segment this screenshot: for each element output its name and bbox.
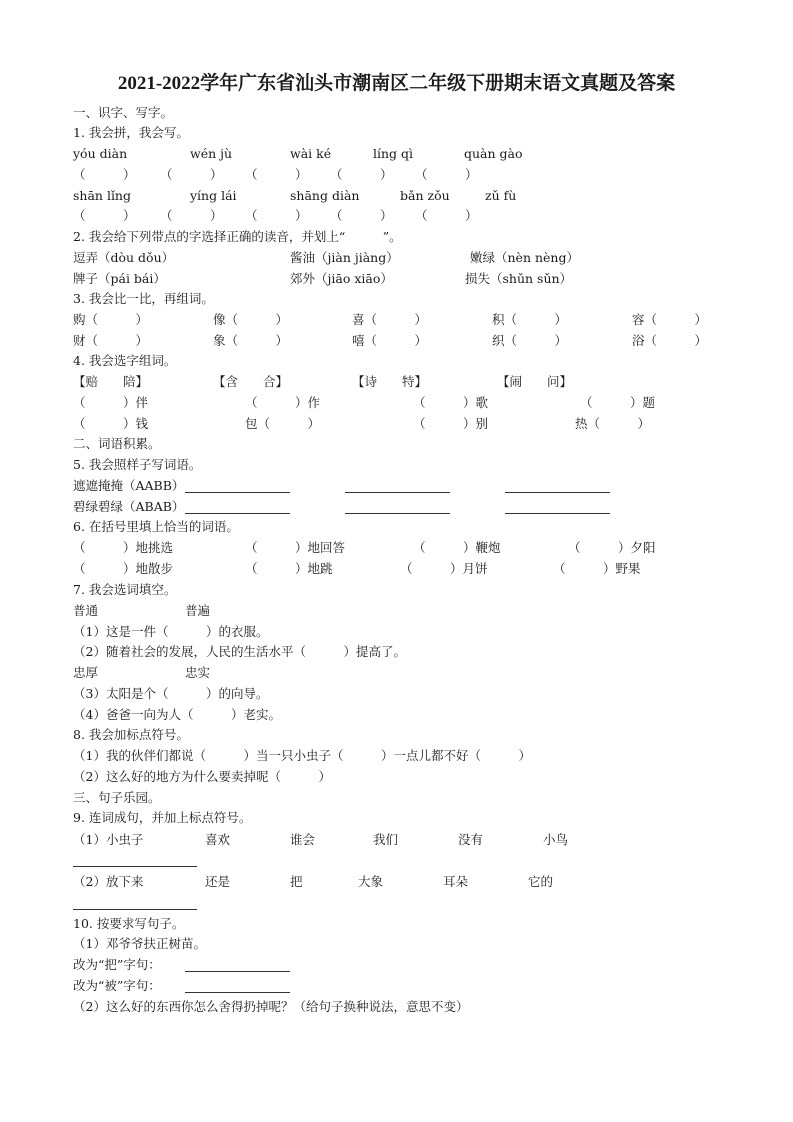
text-line-11-item-0: 财（ ） [73, 333, 149, 348]
document-title: 2021-2022学年广东省汕头市潮南区二年级下册期末语文真题及答案 [117, 73, 676, 94]
text-line-0: 一、识字、写字。 [73, 105, 174, 120]
text-line-11-item-1: 象（ ） [213, 333, 289, 348]
text-line-33: 三、句子乐园。 [73, 790, 161, 805]
text-line-34: 9. 连词成句，并加上标点符号。 [73, 810, 252, 825]
text-line-28: （3）太阳是个（ ）的向导。 [73, 686, 269, 701]
text-line-35-item-5: 小鸟 [543, 832, 569, 847]
text-line-13-item-0: 【赔 陪】 [73, 374, 149, 389]
text-line-11-item-2: 嘻（ ） [352, 333, 428, 348]
text-line-27-item-1: 忠实 [185, 665, 211, 680]
text-line-4-item-1: yíng lái [190, 188, 237, 203]
text-line-36-item-0: （2）放下来 [73, 874, 144, 889]
text-line-15-item-2: （ ）别 [413, 416, 489, 431]
text-line-22-item-2: （ ）月饼 [400, 561, 488, 576]
text-line-22-item-3: （ ）野果 [553, 561, 641, 576]
text-line-31: （1）我的伙伴们都说（ ）当一只小虫子（ ）一点儿都不好（ ） [73, 748, 531, 763]
text-line-7-item-0: 逗弄（dòu dǒu） [73, 250, 175, 265]
answer-blank-line[interactable] [345, 492, 450, 493]
text-line-4-item-2: shāng diàn [290, 188, 360, 203]
text-line-5-item-1: （ ） [160, 208, 223, 223]
text-line-14-item-2: （ ）歌 [413, 395, 489, 410]
text-line-2-item-0: yóu diàn [73, 146, 128, 161]
text-line-15-item-0: （ ）钱 [73, 416, 149, 431]
text-line-15-item-1: 包（ ） [245, 416, 321, 431]
text-line-15-item-3: 热（ ） [575, 416, 651, 431]
text-line-36-item-3: 大象 [358, 874, 384, 889]
answer-blank-line[interactable] [185, 971, 290, 972]
text-line-7-item-2: 嫩绿（nèn nèng） [470, 250, 579, 265]
text-line-3-item-2: （ ） [245, 167, 308, 182]
answer-blank-line[interactable] [185, 492, 290, 493]
text-line-3-item-3: （ ） [330, 167, 393, 182]
text-line-32: （2）这么好的地方为什么要卖掉呢（ ） [73, 769, 331, 784]
text-line-5-item-0: （ ） [73, 208, 136, 223]
text-line-10-item-4: 容（ ） [632, 312, 708, 327]
text-line-21-item-3: （ ）夕阳 [568, 540, 656, 555]
text-line-14-item-0: （ ）伴 [73, 395, 149, 410]
text-line-3-item-1: （ ） [160, 167, 223, 182]
text-line-14-item-3: （ ）题 [580, 395, 656, 410]
text-line-36-item-4: 耳朵 [443, 874, 469, 889]
text-line-8-item-1: 郊外（jiāo xiāo） [290, 271, 393, 286]
text-line-14-item-1: （ ）作 [245, 395, 321, 410]
text-line-35-item-2: 谁会 [290, 832, 316, 847]
text-line-17: 5. 我会照样子写词语。 [73, 457, 202, 472]
answer-blank-line[interactable] [185, 992, 290, 993]
text-line-21-item-2: （ ）鞭炮 [413, 540, 501, 555]
text-line-35-item-3: 我们 [373, 832, 399, 847]
text-line-22-item-1: （ ）地跳 [245, 561, 333, 576]
text-line-39: 改为“把”字句： [73, 957, 161, 972]
text-line-7-item-1: 酱油（jiàn jiàng） [290, 250, 399, 265]
text-line-26: （2）随着社会的发展，人民的生活水平（ ）提高了。 [73, 644, 406, 659]
text-line-16: 二、词语积累。 [73, 436, 161, 451]
text-line-36-item-2: 把 [290, 874, 303, 889]
text-line-8-item-2: 损失（shǔn sǔn） [465, 271, 573, 286]
text-line-24-item-1: 普遍 [185, 603, 211, 618]
text-line-21-item-0: （ ）地挑选 [73, 540, 174, 555]
text-line-4-item-3: bǎn zǒu [400, 188, 450, 203]
text-line-5-item-3: （ ） [330, 208, 393, 223]
answer-blank-line[interactable] [505, 492, 610, 493]
text-line-8-item-0: 牌子（pái bái） [73, 271, 166, 286]
text-line-10-item-0: 购（ ） [73, 312, 149, 327]
text-line-13-item-3: 【闹 问】 [497, 374, 573, 389]
text-line-10-item-2: 喜（ ） [352, 312, 428, 327]
answer-blank-line[interactable] [73, 866, 197, 867]
text-line-18: 遮遮掩掩（AABB） [73, 478, 185, 493]
text-line-3-item-4: （ ） [415, 167, 478, 182]
text-line-2-item-3: líng qì [373, 146, 414, 161]
text-line-40: 改为“被”字句： [73, 978, 161, 993]
text-line-5-item-2: （ ） [245, 208, 308, 223]
text-line-41: （2）这么好的东西你怎么舍得扔掉呢？（给句子换种说法，意思不变） [73, 999, 469, 1014]
text-line-35-item-1: 喜欢 [205, 832, 231, 847]
text-line-19: 碧绿碧绿（ABAB） [73, 499, 185, 514]
text-line-5-item-4: （ ） [415, 208, 478, 223]
text-line-2-item-4: quàn gào [464, 146, 523, 161]
text-line-27-item-0: 忠厚 [73, 665, 99, 680]
answer-blank-line[interactable] [345, 513, 450, 514]
text-line-38: （1）邓爷爷扶正树苗。 [73, 936, 206, 951]
text-line-11-item-3: 织（ ） [492, 333, 568, 348]
text-line-13-item-2: 【诗 特】 [352, 374, 428, 389]
text-line-10-item-3: 积（ ） [492, 312, 568, 327]
text-line-29: （4）爸爸一向为人（ ）老实。 [73, 707, 281, 722]
text-line-23: 7. 我会选词填空。 [73, 582, 177, 597]
text-line-9: 3. 我会比一比，再组词。 [73, 291, 214, 306]
text-line-24-item-0: 普通 [73, 603, 99, 618]
text-line-12: 4. 我会选字组词。 [73, 353, 177, 368]
text-line-35-item-0: （1）小虫子 [73, 832, 144, 847]
text-line-21-item-1: （ ）地回答 [245, 540, 346, 555]
text-line-13-item-1: 【含 合】 [213, 374, 289, 389]
text-line-36-item-5: 它的 [528, 874, 554, 889]
text-line-6: 2. 我会给下列带点的字选择正确的读音，并划上“ ”。 [73, 229, 402, 244]
text-line-2-item-1: wén jù [190, 146, 233, 161]
text-line-22-item-0: （ ）地散步 [73, 561, 174, 576]
text-line-4-item-4: zǔ fù [485, 188, 517, 203]
text-line-35-item-4: 没有 [458, 832, 484, 847]
text-line-1: 1. 我会拼，我会写。 [73, 125, 189, 140]
text-line-20: 6. 在括号里填上恰当的词语。 [73, 519, 239, 534]
text-line-4-item-0: shān lǐng [73, 188, 131, 203]
text-line-36-item-1: 还是 [205, 874, 231, 889]
answer-blank-line[interactable] [73, 909, 197, 910]
text-line-10-item-1: 像（ ） [213, 312, 289, 327]
answer-blank-line[interactable] [505, 513, 610, 514]
text-line-3-item-0: （ ） [73, 167, 136, 182]
text-line-37: 10. 按要求写句子。 [73, 916, 185, 931]
text-line-25: （1）这是一件（ ）的衣服。 [73, 624, 269, 639]
text-line-30: 8. 我会加标点符号。 [73, 727, 189, 742]
text-line-2-item-2: wài ké [290, 146, 332, 161]
text-line-11-item-4: 浴（ ） [632, 333, 708, 348]
answer-blank-line[interactable] [185, 513, 290, 514]
